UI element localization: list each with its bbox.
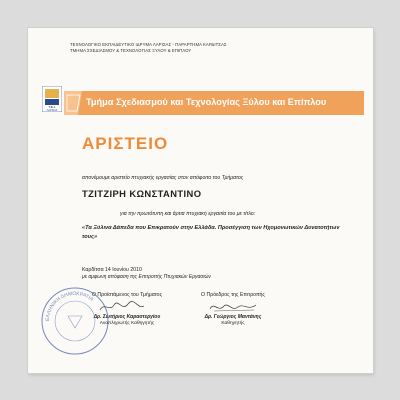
- banner-decoration: [64, 91, 86, 115]
- institution-header: [70, 42, 360, 53]
- official-stamp: [40, 286, 110, 356]
- institution-line-2: ΤΜΗΜΑ ΣΧΕΔΙΑΣΜΟΥ & ΤΕΧΝΟΛΟΓΙΑΣ ΞΥΛΟΥ & ΕΠΙΠΛΟΥ: [70, 47, 192, 53]
- recipient-name: ΤΖΙΤΖΙΡΗ ΚΩΝΣΤΑΝΤΙΝΟ: [82, 188, 202, 199]
- logo-abbrev: Τ.Ε.Ι.: [48, 105, 56, 109]
- reason-text: για την πρωτότυπη και άρτια πτυχιακή εργασία του με τίτλο:: [120, 211, 256, 217]
- banner-title: Τμήμα Σχεδιασμού και Τεχνολογίας Ξύλου και Επίπλου: [86, 97, 327, 107]
- handwritten-signature-right: [188, 300, 278, 314]
- institution-line-1: ΤΕΧΝΟΛΟΓΙΚΟ ΕΚΠΑΙΔΕΥΤΙΚΟ ΙΔΡΥΜΑ ΛΑΡΙΣΑΣ - ΠΑΡΑΡΤΗΜΑ ΚΑΡΔΙΤΣΑΣ: [70, 42, 227, 47]
- signature-name: Δρ. Σωτήριος Καραστεργίου: [93, 314, 161, 320]
- signature-name: Δρ. Γεώργιος Μαντάνης: [204, 314, 262, 320]
- stamp-text: ΕΛΛΗΝΙΚΗ ΔΗΜΟΚΡΑΤΙΑ: [44, 290, 95, 322]
- signature-rank: Καθηγητής: [221, 321, 245, 326]
- place-date: Καρδίτσα 14 Ιουνίου 2010: [82, 267, 142, 273]
- department-banner: [42, 88, 364, 116]
- signature-role: Ο Προϊστάμενος του Τμήματος: [91, 292, 163, 298]
- intro-text: απονέμουμε αριστείο πτυχιακής εργασίας στον απόφοιτο του Τμήματος: [82, 175, 244, 181]
- logo-city: ΛΑΡΙΣΑΣ: [46, 108, 58, 112]
- award-title: ΑΡΙΣΤΕΙΟ: [82, 134, 169, 153]
- signature-rank: Αναπληρωτής Καθηγητής: [99, 321, 155, 326]
- svg-text:ΕΛΛΗΝΙΚΗ ΔΗΜΟΚΡΑΤΙΑ: [45, 291, 95, 321]
- tei-logo: [42, 86, 62, 112]
- signature-block-chair: [188, 292, 278, 326]
- signature-role: Ο Πρόεδρος της Επιτροπής: [201, 292, 265, 298]
- decision-text: με αμφωνη απόφαση της Επιτροπής Πτυχιακών Εργασιών: [82, 274, 211, 280]
- thesis-title: «Τα Ξύλινα Δάπεδα που Επικρατούν στην Ελλάδα. Προσέγγιση των Ηχομονωτικών Δυνατοτήτων τους»: [82, 225, 340, 240]
